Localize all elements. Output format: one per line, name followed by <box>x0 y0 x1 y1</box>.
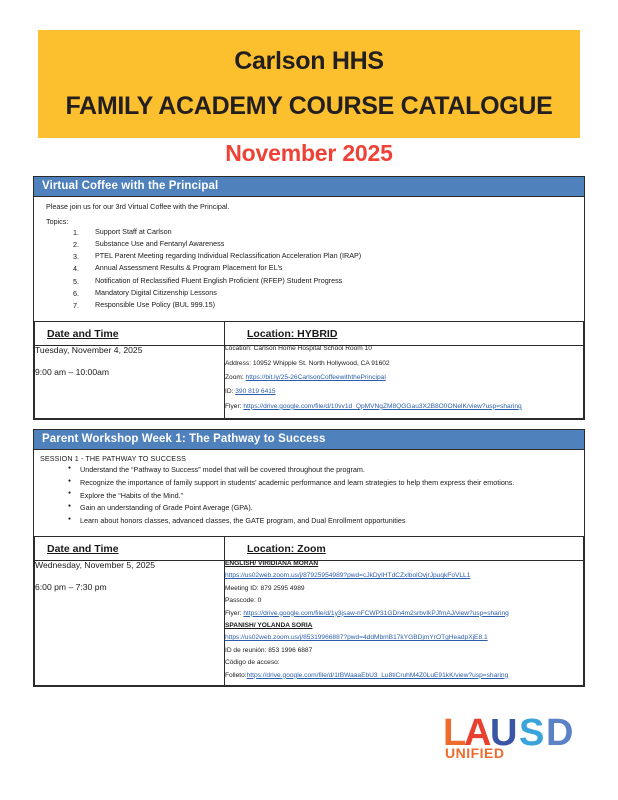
list-item: ● Explore the “Habits of the Mind.” <box>80 492 577 499</box>
section-header-virtual-coffee: Virtual Coffee with the Principal <box>34 177 584 197</box>
date-time-header-cell <box>35 536 225 560</box>
list-item <box>81 287 577 297</box>
spanish-session-header: SPANISH/ YOLANDA SORIA <box>225 622 313 629</box>
flyer-label: Flyer: <box>225 609 244 617</box>
folleto-label: Folleto: <box>225 671 247 679</box>
topics-label: Topics: <box>46 216 69 226</box>
column-header-date-time: Date and Time <box>47 328 119 341</box>
list-item <box>81 299 577 309</box>
details-table-virtual-coffee <box>34 321 584 419</box>
english-zoom-link[interactable]: https://us02web.zoom.us/j/87925954989?pwd=cJkDyIHTdCZxlbolOvjrJpuqkFoVLL1 <box>225 572 471 580</box>
english-link-line <box>225 573 583 580</box>
details-table-parent-workshop <box>34 536 584 686</box>
spanish-meeting-id: ID de reunión: 853 1996 6887 <box>225 646 313 654</box>
section-virtual-coffee <box>33 176 585 420</box>
lausd-logo <box>443 712 577 768</box>
topics-list <box>41 226 577 309</box>
spanish-passcode: Código de acceso: <box>225 659 280 667</box>
topic-text: Substance Use and Fentanyl Awareness <box>95 238 225 248</box>
flyer-line <box>225 404 583 411</box>
list-item <box>81 226 577 236</box>
topic-text: Responsible Use Policy (BUL 999.15) <box>95 299 215 309</box>
list-item <box>81 275 577 285</box>
english-session-header: ENGLISH/ VIRIDIANA MORAN <box>225 559 319 567</box>
spanish-flyer-line <box>225 673 583 680</box>
svg-text:L: L <box>443 712 467 754</box>
svg-text:S: S <box>519 712 545 754</box>
meeting-id-line <box>225 389 583 396</box>
svg-text:UNIFIED: UNIFIED <box>445 745 505 761</box>
spanish-flyer-link[interactable]: https://drive.google.com/file/d/1tBWaaaEbU3_Lu8tiCruhM4Z0LuE91kK/view?usp=sharing <box>246 671 509 679</box>
svg-text:D: D <box>546 712 574 754</box>
event-date: Tuesday, November 4, 2025 <box>35 345 143 356</box>
date-time-header-cell <box>35 322 225 346</box>
list-item <box>81 253 577 260</box>
spanish-link-line <box>225 635 583 642</box>
column-header-date-time: Date and Time <box>47 542 119 555</box>
month-heading: November 2025 <box>225 140 393 166</box>
date-time-cell <box>35 346 225 419</box>
meeting-id-link[interactable]: 390 819 6415 <box>235 388 276 396</box>
topic-text: PTEL Parent Meeting regarding Individual Reclassification Acceleration Plan (IRAP) <box>95 251 362 261</box>
column-header-location: Location: HYBRID <box>247 328 338 341</box>
svg-text:A: A <box>464 712 492 754</box>
session-title: SESSION 1 - THE PATHWAY TO SUCCESS <box>40 454 186 464</box>
column-header-location: Location: Zoom <box>247 542 326 555</box>
event-time: 9:00 am – 10:00am <box>35 367 110 378</box>
english-flyer-line <box>225 611 583 618</box>
topic-text: Support Staff at Carlson <box>95 226 172 236</box>
list-item: ● Recognize the importance of family support in students’ academic performance and learn strategies to help them express their emotions. <box>80 479 577 486</box>
lausd-logo-icon <box>443 712 577 768</box>
zoom-details-cell <box>225 560 584 685</box>
section-body-parent-workshop <box>34 450 584 536</box>
flyer-link[interactable]: https://drive.google.com/file/d/10vv1d_QpMVNgZM8QGGau3X2B8O0ONelK/view?usp=sharing <box>243 402 522 410</box>
list-item: ● Understand the “Pathway to Success” model that will be covered throughout the program. <box>80 466 577 473</box>
svg-text:U: U <box>490 712 518 754</box>
intro-text: Please join us for our 3rd Virtual Coffee with the Principal. <box>46 202 230 212</box>
zoom-link[interactable]: https://bit.ly/25-26CarlsonCoffeewiththePrincipal <box>245 374 386 381</box>
event-time: 6:00 pm – 7:30 pm <box>35 581 107 592</box>
english-flyer-link[interactable]: https://drive.google.com/file/d/1y3jsaw-nFCWP31GDn4m2srbvIkPJfmAJ/view?usp=sharing <box>243 609 509 617</box>
event-date: Wednesday, November 5, 2025 <box>35 559 156 570</box>
location-details-cell <box>225 346 584 419</box>
list-item: ● Gain an understanding of Grade Point Average (GPA). <box>80 504 577 511</box>
location-line: Location: Carlson Home Hospital School Room 10 <box>225 345 372 353</box>
catalogue-title: FAMILY ACADEMY COURSE CATALOGUE <box>65 92 553 120</box>
table-row <box>35 322 584 346</box>
list-item <box>81 238 577 248</box>
english-meeting-id: Meeting ID: 879 2595 4989 <box>225 584 305 592</box>
zoom-label: Zoom: <box>225 374 246 381</box>
table-row <box>35 536 584 560</box>
location-header-cell <box>225 536 584 560</box>
location-header-cell <box>225 322 584 346</box>
list-item: ● Learn about honors classes, advanced classes, the GATE program, and Dual Enrollment opportunities <box>80 517 577 524</box>
title-banner <box>38 30 580 138</box>
section-body-virtual-coffee <box>34 197 584 321</box>
section-header-parent-workshop: Parent Workshop Week 1: The Pathway to Success <box>34 430 584 450</box>
school-name: Carlson HHS <box>234 47 384 75</box>
objectives-list <box>38 466 577 524</box>
section-parent-workshop <box>33 429 585 687</box>
list-item <box>81 265 577 272</box>
topic-text: Notification of Reclassified Fluent English Proficient (RFEP) Student Progress <box>95 275 343 285</box>
table-row <box>35 346 584 419</box>
spanish-zoom-link[interactable]: https://us02web.zoom.us/j/85319966887?pwd=4ddMbmB17kYGBDjmYrOTgHeadpXjE8.1 <box>225 634 488 642</box>
zoom-line <box>225 375 583 382</box>
topic-text: Annual Assessment Results & Program Placement for EL's <box>95 263 283 273</box>
flyer-label: Flyer: <box>225 402 244 410</box>
table-row <box>35 560 584 685</box>
topic-text: Mandatory Digital Citizenship Lessons <box>95 287 217 297</box>
date-time-cell <box>35 560 225 685</box>
address-line: Address: 10952 Whipple St. North Hollywood, CA 91602 <box>225 359 390 367</box>
english-passcode: Passcode: 0 <box>225 597 262 605</box>
id-label: ID: <box>225 388 236 396</box>
